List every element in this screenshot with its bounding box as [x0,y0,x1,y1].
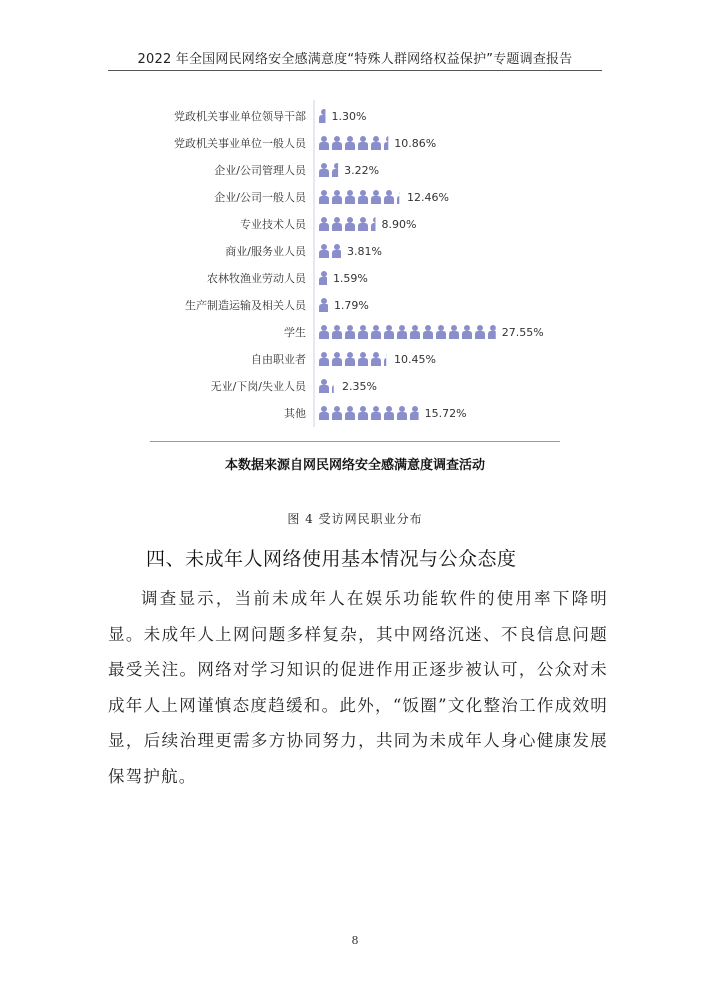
row-12-person-icon-1 [319,406,329,420]
row-9-category-label: 学生 [284,326,306,339]
row-9-person-icon-4 [358,325,368,339]
row-12-person-icon-5 [371,406,381,420]
row-3-category-label: 企业/公司管理人员 [214,164,306,177]
row-9-person-icon-3 [345,325,355,339]
row-10-person-icon-3 [345,352,355,366]
row-10-category-label: 自由职业者 [251,353,306,366]
row-2-person-icon-2 [332,136,342,150]
row-11-person-icon-2 [332,379,342,393]
row-6-person-icon-1 [319,244,329,258]
row-2-person-icon-5 [371,136,381,150]
body-paragraph: 调查显示，当前未成年人在娱乐功能软件的使用率下降明显。未成年人上网问题多样复杂，其中网络沉迷、不良信息问题最受关注。网络对学习知识的促进作用正逐步被认可，公众对未成年人上网谨慎态度趋缓和。此外，“饭圈”文化整治工作成效明显，后续治理更需多方协同努力，共同为未成年人身心健康发展保驾护航。 [108,589,608,786]
page-number: 8 [351,934,359,947]
row-11-category-label: 无业/下岗/失业人员 [210,380,306,393]
row-10-value-label: 10.45% [394,353,436,366]
row-9-person-icon-2 [332,325,342,339]
row-10-person-icon-2 [332,352,342,366]
row-4-person-icon-5 [371,190,381,204]
row-5-value-label: 8.90% [381,218,417,231]
occupation-pictogram-chart [0,96,710,436]
row-12-person-icon-4 [358,406,368,420]
row-9-person-icon-7 [397,325,407,339]
row-9-person-icon-6 [384,325,394,339]
row-4-person-icon-7 [397,190,407,204]
row-2-person-icon-4 [358,136,368,150]
row-9-person-icon-13 [475,325,485,339]
chart-source-note: 本数据来源自网民网络安全感满意度调查活动 [224,458,485,473]
row-12-person-icon-7 [397,406,407,420]
row-2-person-icon-3 [345,136,355,150]
row-4-person-icon-3 [345,190,355,204]
row-11-person-icon-1 [319,379,329,393]
row-12-person-icon-3 [345,406,355,420]
row-3-person-icon-1 [319,163,329,177]
row-12-category-label: 其他 [284,407,306,420]
row-3-person-icon-2 [332,163,342,177]
row-6-person-icon-2 [332,244,342,258]
row-5-person-icon-1 [319,217,329,231]
row-5-person-icon-5 [371,217,381,231]
row-2-person-icon-1 [319,136,329,150]
row-9-person-icon-10 [436,325,446,339]
row-10-person-icon-1 [319,352,329,366]
row-7-person-icon-1 [319,271,329,285]
row-12-value-label: 15.72% [424,407,467,420]
row-10-person-icon-5 [371,352,381,366]
chart-divider [150,441,560,442]
figure-caption: 图 4 受访网民职业分布 [287,512,423,526]
row-2-category-label: 党政机关事业单位一般人员 [174,137,306,150]
row-5-person-icon-2 [332,217,342,231]
row-6-value-label: 3.81% [347,245,383,258]
row-1-value-label: 1.30% [331,110,367,123]
row-4-person-icon-2 [332,190,342,204]
row-4-person-icon-4 [358,190,368,204]
row-5-person-icon-3 [345,217,355,231]
row-9-person-icon-14 [488,325,498,339]
row-6-category-label: 商业/服务业人员 [225,245,306,258]
row-8-value-label: 1.79% [333,299,369,312]
row-9-person-icon-8 [410,325,420,339]
row-3-value-label: 3.22% [344,164,380,177]
row-9-person-icon-12 [462,325,472,339]
row-5-person-icon-4 [358,217,368,231]
row-9-value-label: 27.55% [501,326,544,339]
row-4-person-icon-1 [319,190,329,204]
row-12-person-icon-6 [384,406,394,420]
row-8-category-label: 生产制造运输及相关人员 [185,299,306,312]
row-7-value-label: 1.59% [332,272,368,285]
row-1-person-icon-1 [319,109,329,123]
row-2-person-icon-6 [384,136,394,150]
row-7-category-label: 农林牧渔业劳动人员 [207,272,306,285]
row-12-person-icon-2 [332,406,342,420]
row-10-person-icon-4 [358,352,368,366]
row-4-person-icon-6 [384,190,394,204]
row-5-category-label: 专业技术人员 [240,218,306,231]
header-divider [108,70,602,71]
row-12-person-icon-8 [410,406,420,420]
row-9-person-icon-5 [371,325,381,339]
row-11-value-label: 2.35% [342,380,377,393]
row-1-category-label: 党政机关事业单位领导干部 [174,110,306,123]
section-heading: 四、未成年人网络使用基本情况与公众态度 [146,548,517,570]
report-header: 2022 年全国网民网络安全感满意度“特殊人群网络权益保护”专题调查报告 [137,52,573,67]
row-10-person-icon-6 [384,352,394,366]
row-9-person-icon-9 [423,325,433,339]
row-4-value-label: 12.46% [407,191,449,204]
row-9-person-icon-1 [319,325,329,339]
row-4-category-label: 企业/公司一般人员 [214,191,306,204]
row-9-person-icon-11 [449,325,459,339]
row-8-person-icon-1 [319,298,329,312]
row-2-value-label: 10.86% [394,137,437,150]
